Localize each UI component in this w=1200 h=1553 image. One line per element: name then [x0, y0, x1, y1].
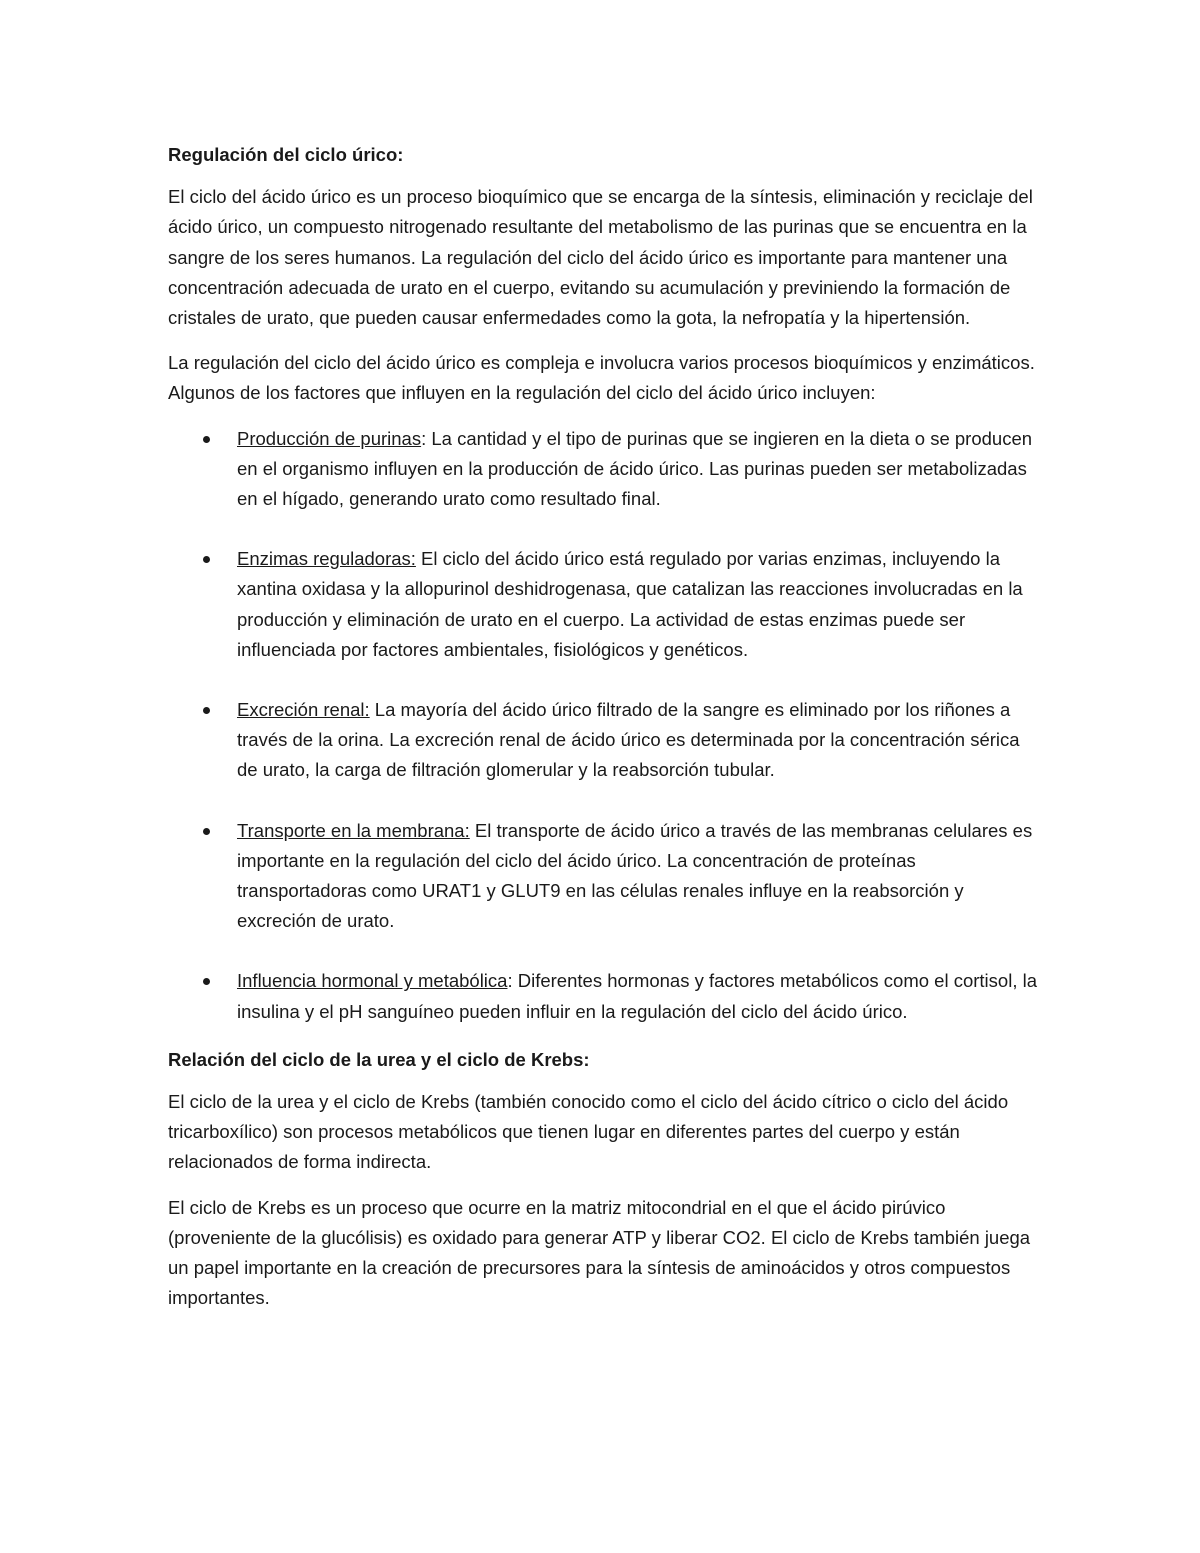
paragraph-uric-intro: El ciclo del ácido úrico es un proceso bioquímico que se encarga de la síntesis, eliminación y reciclaje del ácido úrico, un compuesto nitrogenado resultante del metabolismo de las purinas que se encuentra en la sangre de los seres humanos. La regulación del ciclo del ácido úrico es importante para mantener una concentración adecuada de urato en el cuerpo, evitando su acumulación y previniendo la formación de cristales de urato, que pueden causar enfermedades como la gota, la nefropatía y la hipertensión. — [168, 186, 1033, 329]
paragraph-urea-krebs-intro: El ciclo de la urea y el ciclo de Krebs (también conocido como el ciclo del ácido cítrico o ciclo del ácido tricarboxílico) son procesos metabólicos que tienen lugar en diferentes partes del cuerpo y están relacionados de forma indirecta. — [168, 1091, 1009, 1173]
list-item-term: Transporte en la membrana: — [237, 819, 470, 841]
section-heading-uric-cycle: Regulación del ciclo úrico: — [168, 144, 404, 165]
list-item-term: Producción de purinas — [237, 427, 422, 449]
list-item-term: Excreción renal: — [237, 699, 370, 721]
bullet-icon — [203, 556, 210, 563]
bullet-icon — [203, 707, 210, 714]
list-item-hormonal-influence — [168, 966, 1038, 1026]
list-item-text: El transporte de ácido úrico a través de las membranas celulares es importante en la regulación del ciclo del ácido úrico. La concentración de proteínas transportadoras como URAT1 y GLUT9 en las células renales influye en la reabsorción y excreción de urato. — [237, 819, 1033, 932]
list-item-separator: : — [421, 427, 427, 449]
paragraph-krebs-cycle: El ciclo de Krebs es un proceso que ocurre en la matriz mitocondrial en el que el ácido pirúvico (proveniente de la glucólisis) es oxidado para generar ATP y liberar CO2. El ciclo de Krebs también juega un papel importante en la creación de precursores para la síntesis de aminoácidos y otros compuestos importantes. — [168, 1196, 1031, 1309]
list-item-renal-excretion — [168, 695, 1038, 786]
list-item-enzymes — [168, 544, 1038, 665]
bullet-icon — [203, 828, 210, 835]
factor-list — [168, 424, 1038, 1027]
list-item-separator: : — [507, 970, 513, 992]
list-item-text: La mayoría del ácido úrico filtrado de la sangre es eliminado por los riñones a través de la orina. La excreción renal de ácido úrico es determinada por la concentración sérica de urato, la carga de filtración glomerular y la reabsorción tubular. — [237, 699, 1020, 781]
list-item-text: El ciclo del ácido úrico está regulado por varias enzimas, incluyendo la xantina oxidasa y la allopurinol deshidrogenasa, que catalizan las reacciones involucradas en la producción y eliminación de urato en el cuerpo. La actividad de estas enzimas puede ser influenciada por factores ambientales, fisiológicos y genéticos. — [237, 548, 1023, 660]
list-item-purines — [168, 424, 1038, 515]
list-item-text: La cantidad y el tipo de purinas que se ingieren en la dieta o se producen en el organismo influyen en la producción de ácido úrico. Las purinas pueden ser metabolizadas en el hígado, generando urato como resultado final. — [237, 427, 1033, 510]
list-item-membrane-transport — [168, 816, 1038, 937]
bullet-icon — [203, 978, 210, 985]
list-item-text: Diferentes hormonas y factores metabólicos como el cortisol, la insulina y el pH sanguíneo pueden influir en la regulación del ciclo del ácido úrico. — [237, 970, 1037, 1022]
paragraph-uric-factors: La regulación del ciclo del ácido úrico es compleja e involucra varios procesos bioquímicos y enzimáticos. Algunos de los factores que influyen en la regulación del ciclo del ácido úrico incluyen: — [168, 352, 1035, 404]
document-body — [168, 140, 1038, 1329]
bullet-icon — [203, 436, 210, 443]
list-item-term: Influencia hormonal y metabólica — [237, 970, 508, 992]
list-item-term: Enzimas reguladoras: — [237, 548, 416, 570]
section-heading-urea-krebs: Relación del ciclo de la urea y el ciclo de Krebs: — [168, 1048, 590, 1070]
